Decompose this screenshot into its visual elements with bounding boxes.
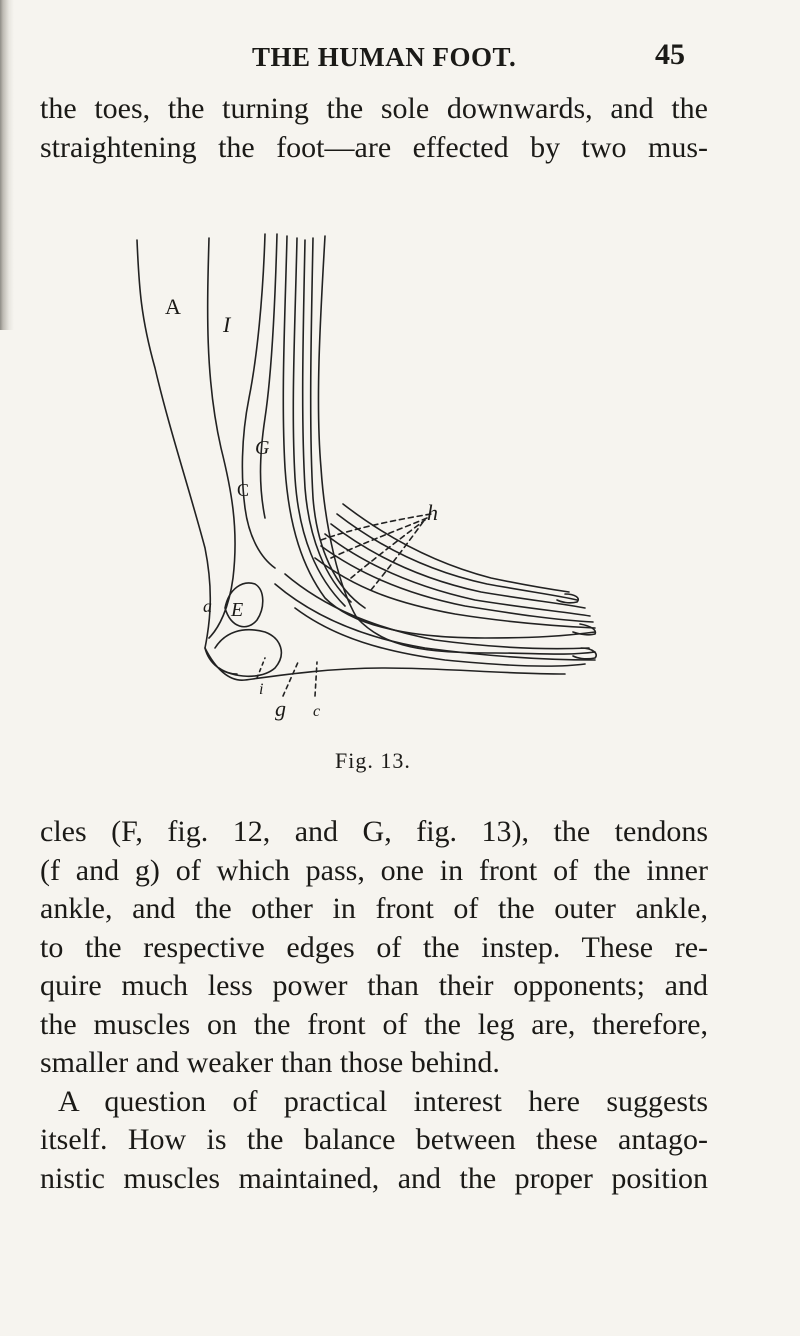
text-line: the muscles on the front of the leg are, therefore, — [40, 1007, 708, 1041]
foot-diagram-svg — [125, 228, 610, 728]
front-of-leg-outline — [318, 236, 595, 654]
page-number: 45 — [655, 38, 685, 71]
text-line: ankle, and the other in front of the outer ankle, — [40, 892, 708, 925]
text-line: cles (F, fig. 12, and G, fig. 13), the tendons — [40, 815, 708, 848]
label-A: A — [165, 294, 181, 319]
label-h: h — [427, 500, 438, 525]
running-head: THE HUMAN FOOT. — [252, 42, 517, 72]
tendon-line-1 — [283, 236, 595, 638]
text-line: straightening the foot—are effected by two mus- — [40, 130, 708, 164]
page-header — [0, 38, 800, 78]
body-text-bottom — [40, 813, 708, 1198]
text-line: to the respective edges of the instep. These re- — [40, 930, 708, 964]
label-I: I — [223, 312, 231, 337]
label-a: a — [203, 596, 212, 616]
instep-tendon-8 — [285, 574, 589, 649]
foot-tendon-illustration — [125, 228, 610, 728]
tibia-line-2 — [242, 234, 275, 568]
text-line: nistic muscles maintained, and the proper position — [40, 1161, 708, 1195]
tibia-line-1 — [208, 238, 235, 638]
text-line: (f and g) of which pass, one in front of the inner — [40, 853, 708, 887]
heel-bone — [215, 630, 281, 677]
dashed-tendon-2 — [331, 518, 427, 558]
label-c: c — [313, 703, 321, 720]
label-C: C — [237, 480, 250, 500]
text-line: itself. How is the balance between these antago- — [40, 1123, 708, 1156]
label-g: g — [275, 696, 286, 721]
figure-caption: Fig. 13. — [335, 748, 411, 773]
label-E: E — [231, 599, 244, 621]
text-line: quire much less power than their opponents; and — [40, 969, 708, 1002]
text-line: smaller and weaker than those behind. — [40, 1046, 500, 1079]
back-of-leg-outline — [137, 240, 237, 674]
dashed-leader-g — [283, 660, 299, 696]
label-i: i — [259, 681, 264, 698]
label-G: G — [255, 437, 270, 459]
text-line: the toes, the turning the sole downwards, and the — [40, 92, 708, 125]
body-text-top — [40, 90, 708, 167]
dashed-leader-c — [315, 662, 317, 696]
text-line: A question of practical interest here suggests — [58, 1084, 708, 1118]
